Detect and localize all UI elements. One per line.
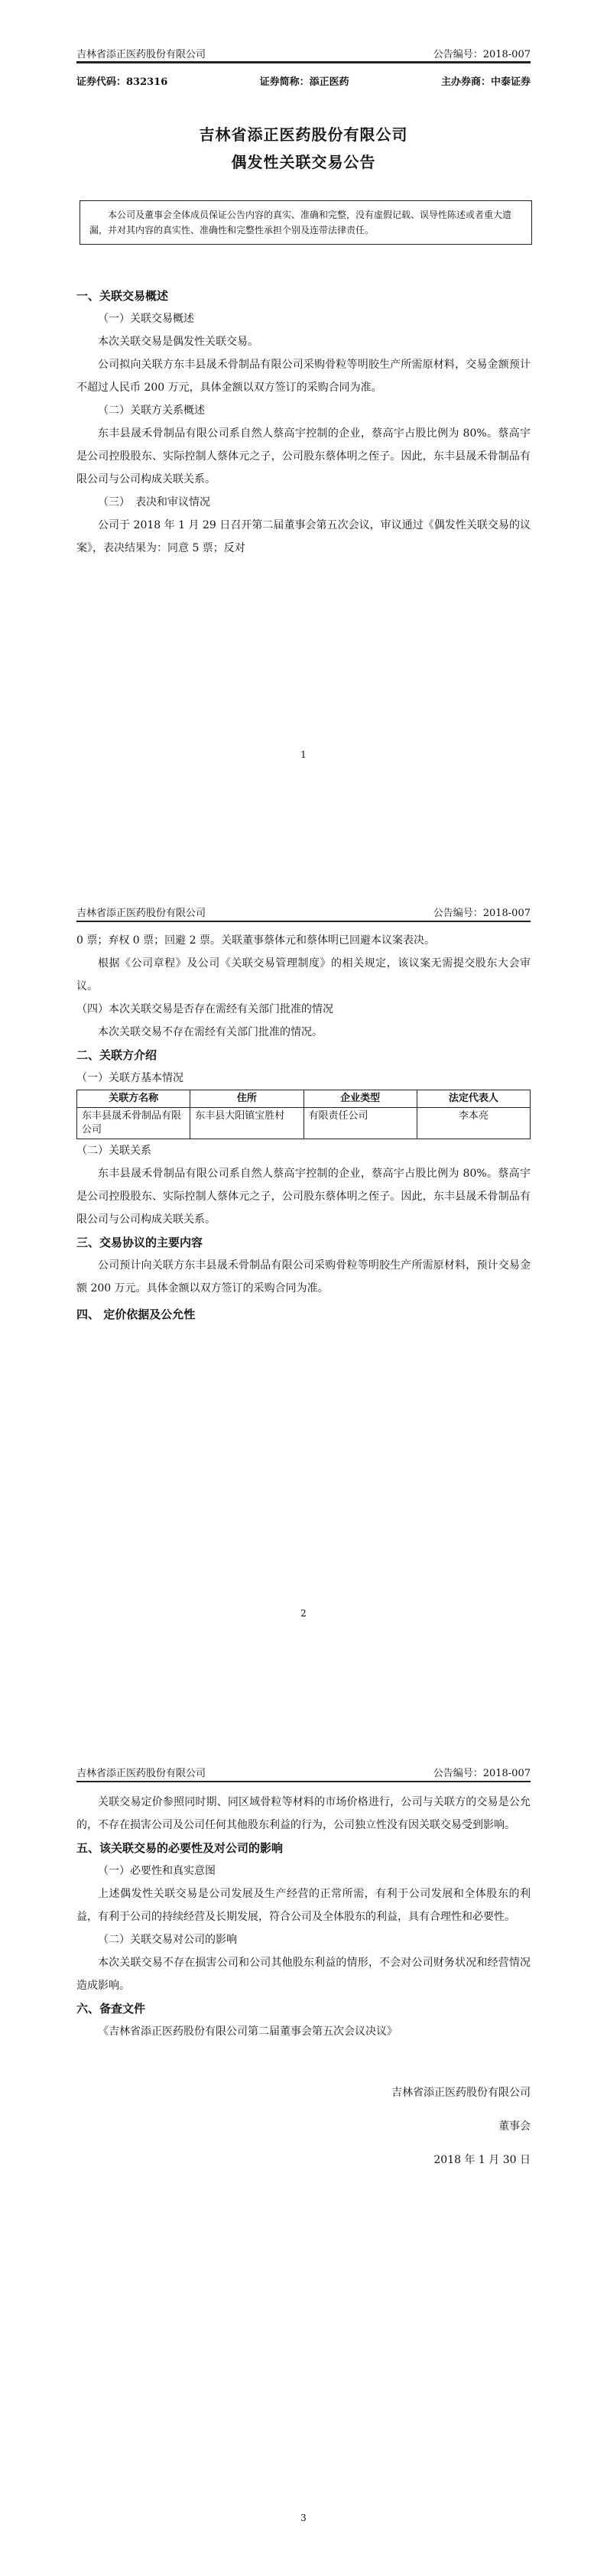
section-2-title: 二、关联方介绍 bbox=[76, 1048, 157, 1062]
signature-board: 董事会 bbox=[498, 2120, 531, 2133]
stock-short-name: 证券简称：添正医药 bbox=[259, 76, 349, 88]
stock-code: 证券代码：832316 bbox=[76, 76, 168, 88]
header-announcement-no: 公告编号：2018-007 bbox=[433, 1768, 531, 1779]
vote-continued-para: 0 票；弃权 0 票；回避 2 票。关联董事蔡体元和蔡体明已回避本议案表决。 bbox=[76, 934, 435, 947]
page-3 bbox=[0, 1717, 607, 2576]
section-5-title: 五、该关联交易的必要性及对公司的影响 bbox=[76, 1841, 284, 1855]
page-2 bbox=[0, 859, 607, 1717]
table-cell: 有限责任公司 bbox=[304, 1108, 417, 1139]
header-announcement-no: 公告编号：2018-007 bbox=[433, 49, 531, 60]
page-1 bbox=[0, 0, 607, 859]
section-2-2-title: （二）关联关系 bbox=[76, 1145, 151, 1157]
section-3-title: 三、交易协议的主要内容 bbox=[76, 1236, 203, 1249]
stock-broker: 主办券商：中泰证券 bbox=[440, 76, 531, 88]
table-header: 法定代表人 bbox=[417, 1090, 530, 1108]
section-1-3-title: （三） 表决和审议情况 bbox=[98, 496, 210, 508]
section-6-title: 六、备查文件 bbox=[76, 2002, 146, 2016]
section-1-1-para-1: 本次关联交易是偶发性关联交易。 bbox=[98, 336, 258, 348]
signature-date: 2018 年 1 月 30 日 bbox=[433, 2154, 531, 2166]
signature-company: 吉林省添正医药股份有限公司 bbox=[391, 2087, 531, 2099]
section-1-title: 一、关联交易概述 bbox=[76, 289, 169, 303]
section-1-2-title: （二）关联方关系概述 bbox=[98, 404, 205, 417]
section-1-3-para-1: 公司于 2018 年 1 月 29 日召开第二届董事会第五次会议，审议通过《偶发性关联交易的议案》，表决结果为：同意 5 票；反对 bbox=[76, 519, 531, 554]
page-number: 2 bbox=[300, 1608, 307, 1619]
header-company: 吉林省添正医药股份有限公司 bbox=[76, 49, 206, 60]
table-header: 关联方名称 bbox=[77, 1090, 190, 1108]
section-2-1-title: （一）关联方基本情况 bbox=[76, 1072, 183, 1084]
header-company: 吉林省添正医药股份有限公司 bbox=[76, 1768, 206, 1779]
company-title: 吉林省添正医药股份有限公司 bbox=[199, 125, 408, 144]
section-5-2-title: （二）关联交易对公司的影响 bbox=[98, 1934, 237, 1946]
header-announcement-no: 公告编号：2018-007 bbox=[433, 908, 531, 919]
section-1-4-para-1: 本次关联交易不存在需经有关部门批准的情况。 bbox=[98, 1026, 323, 1038]
section-4-title: 四、 定价依据及公允性 bbox=[76, 1307, 196, 1321]
table-cell: 李本亮 bbox=[417, 1108, 530, 1139]
page1-body bbox=[76, 284, 531, 560]
section-5-1-para-1: 上述偶发性关联交易是公司发展及生产经营的正常所需，有利于公司发展和全体股东的利益，有利于公司的持续经营及长期发展，符合公司及全体股东的利益，具有合理性和必要性。 bbox=[76, 1888, 531, 1923]
running-header bbox=[76, 1765, 531, 1782]
rule-para: 根据《公司章程》及公司《关联交易管理制度》的相关规定，该议案无需提交股东大会审议。 bbox=[76, 957, 531, 992]
stock-info bbox=[76, 73, 531, 88]
section-5-2-para-1: 本次关联交易不存在损害公司和公司其他股东利益的情形，不会对公司财务状况和经营情况造成影响。 bbox=[76, 1957, 531, 1992]
table-cell: 东丰县大阳镇宝胜村 bbox=[190, 1108, 304, 1139]
section-6-para-1: 《吉林省添正医药股份有限公司第二届董事会第五次会议决议》 bbox=[98, 2025, 398, 2038]
section-5-1-title: （一）必要性和真实意图 bbox=[98, 1865, 216, 1877]
header-company: 吉林省添正医药股份有限公司 bbox=[76, 908, 206, 919]
table-row bbox=[77, 1108, 531, 1139]
table-header: 住所 bbox=[190, 1090, 304, 1108]
table-header-row bbox=[77, 1090, 531, 1108]
page3-body bbox=[76, 1791, 531, 2172]
section-1-1-para-2: 公司拟向关联方东丰县晟禾骨制品有限公司采购骨粒等明胶生产所需原材料，交易金额预计不超过人民币 200 万元，具体金额以双方签订的采购合同为准。 bbox=[76, 359, 531, 394]
header-rule bbox=[76, 61, 531, 62]
page-number: 1 bbox=[300, 749, 307, 760]
table-cell: 东丰县晟禾骨制品有限公司 bbox=[77, 1108, 190, 1139]
section-1-4-title: （四）本次关联交易是否存在需经有关部门批准的情况 bbox=[76, 1003, 333, 1015]
related-party-table bbox=[76, 1090, 531, 1139]
statement-box: 本公司及董事会全体成员保证公告内容的真实、准确和完整，没有虚假记载、误导性陈述或者重大遗漏，并对其内容的真实性、准确性和完整性承担个别及连带法律责任。 bbox=[80, 200, 532, 245]
page2-body bbox=[76, 929, 531, 1326]
pricing-para: 关联交易定价参照同时期、同区域骨粒等材料的市场价格进行，公司与关联方的交易是公允的，不存在损害公司及公司任何其他股东利益的行为，公司独立性没有因关联交易受到影响。 bbox=[76, 1796, 531, 1831]
section-3-para-1: 公司预计向关联方东丰县晟禾骨制品有限公司采购骨粒等明胶生产所需原材料，预计交易金额 200 万元。具体金额以双方签订的采购合同为准。 bbox=[76, 1259, 531, 1294]
doc-title: 偶发性关联交易公告 bbox=[231, 153, 376, 171]
section-2-2-para-1: 东丰县晟禾骨制品有限公司系自然人蔡高宇控制的企业，蔡高宇占股比例为 80%。蔡高宇是公司控股股东、实际控制人蔡体元之子，公司股东蔡体明之侄子。因此，东丰县晟禾骨制品有限公司与公司构成关联关系。 bbox=[76, 1168, 531, 1226]
section-1-2-para-1: 东丰县晟禾骨制品有限公司系自然人蔡高宇控制的企业，蔡高宇占股比例为 80%。蔡高宇是公司控股股东、实际控制人蔡体元之子，公司股东蔡体明之侄子。因此，东丰县晟禾骨制品有限公司与公司构成关联关系。 bbox=[76, 427, 531, 486]
section-1-1-title: （一）关联交易概述 bbox=[98, 313, 194, 325]
running-header bbox=[76, 905, 531, 922]
page-number: 3 bbox=[300, 2513, 307, 2523]
table-header: 企业类型 bbox=[304, 1090, 417, 1108]
